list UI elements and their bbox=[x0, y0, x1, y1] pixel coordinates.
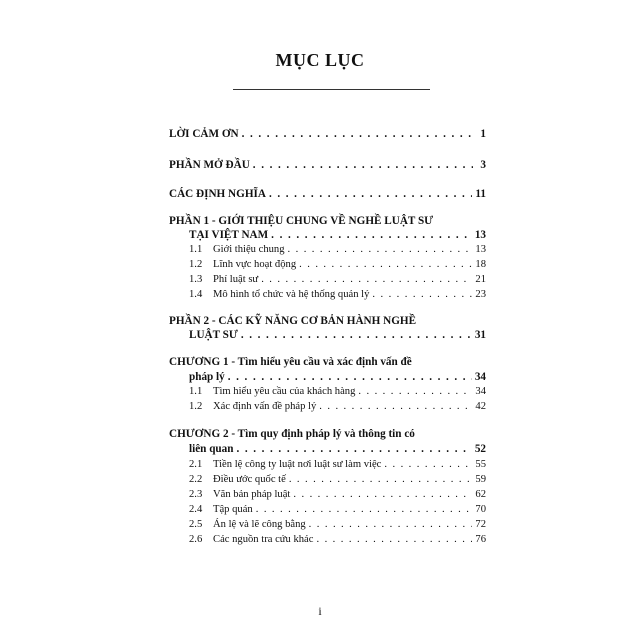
toc-subentry[interactable] bbox=[189, 288, 486, 302]
toc-subentry[interactable] bbox=[189, 400, 486, 414]
toc-section-number: 1.1 bbox=[189, 244, 203, 255]
leader-dots bbox=[316, 533, 472, 547]
toc-subentry[interactable] bbox=[189, 518, 486, 532]
toc-entry-phan-1[interactable] bbox=[189, 228, 486, 242]
leader-dots bbox=[228, 370, 472, 384]
toc-entry-text: Tìm hiểu yêu cầu của khách hàng bbox=[213, 386, 356, 397]
toc-section-number: 2.3 bbox=[189, 489, 203, 500]
toc-page-number: 52 bbox=[474, 443, 486, 455]
toc-page-number: 59 bbox=[475, 474, 486, 485]
toc-page-number: 1 bbox=[480, 128, 486, 140]
toc-entry-text: PHẦN MỞ ĐẦU bbox=[169, 159, 250, 171]
title-divider bbox=[233, 89, 430, 90]
toc-subentry[interactable] bbox=[189, 503, 486, 517]
toc-heading-phan-2: PHẦN 2 - CÁC KỸ NĂNG CƠ BẢN HÀNH NGHỀ bbox=[169, 315, 417, 327]
toc-entry-phan-mo-dau[interactable] bbox=[169, 158, 486, 172]
leader-dots bbox=[271, 228, 472, 242]
toc-subentry[interactable] bbox=[189, 385, 486, 399]
toc-section-number: 2.4 bbox=[189, 504, 203, 515]
leader-dots bbox=[256, 503, 473, 517]
toc-subentry[interactable] bbox=[189, 473, 486, 487]
toc-entry-text: Các nguồn tra cứu khác bbox=[213, 534, 314, 545]
toc-section-number: 1.2 bbox=[189, 259, 203, 270]
leader-dots bbox=[309, 518, 473, 532]
toc-page-number: 18 bbox=[475, 259, 486, 270]
toc-entry-text: CÁC ĐỊNH NGHĨA bbox=[169, 188, 266, 200]
toc-page-number: 31 bbox=[474, 329, 486, 341]
toc-entry-text: Lĩnh vực hoạt động bbox=[213, 259, 297, 270]
toc-page-number: 34 bbox=[475, 386, 486, 397]
toc-section-number: 1.1 bbox=[189, 386, 203, 397]
toc-page-number: 13 bbox=[475, 244, 486, 255]
toc-heading-chuong-2: CHƯƠNG 2 - Tìm quy định pháp lý và thông tin có bbox=[169, 428, 415, 440]
toc-page-number: 13 bbox=[474, 229, 486, 241]
toc-subentry[interactable] bbox=[189, 533, 486, 547]
toc-entry-text: pháp lý bbox=[189, 371, 225, 383]
toc-entry-text: Tập quán bbox=[213, 504, 253, 515]
toc-entry-text: TẠI VIỆT NAM bbox=[189, 229, 269, 241]
toc-section-number: 1.3 bbox=[189, 274, 203, 285]
leader-dots bbox=[261, 273, 472, 287]
leader-dots bbox=[319, 400, 472, 414]
toc-entry-text: Xác định vấn đề pháp lý bbox=[213, 401, 317, 412]
toc-entry-text: Phí luật sư bbox=[213, 274, 259, 285]
toc-page-number: 62 bbox=[475, 489, 486, 500]
toc-page-number: 3 bbox=[480, 159, 486, 171]
toc-subentry[interactable] bbox=[189, 488, 486, 502]
toc-subentry[interactable] bbox=[189, 458, 486, 472]
toc-entry-text: Điều ước quốc tế bbox=[213, 474, 286, 485]
leader-dots bbox=[253, 158, 473, 172]
leader-dots bbox=[288, 243, 473, 257]
leader-dots bbox=[293, 488, 472, 502]
footer-page-number: i bbox=[318, 604, 322, 618]
toc-section-number: 2.5 bbox=[189, 519, 203, 530]
leader-dots bbox=[299, 258, 472, 272]
page-title: MỤC LỤC bbox=[275, 50, 365, 70]
toc-entry-text: liên quan bbox=[189, 443, 234, 455]
toc-entry-dinh-nghia[interactable] bbox=[169, 187, 486, 201]
toc-entry-chuong-2[interactable] bbox=[189, 442, 486, 456]
leader-dots bbox=[269, 187, 472, 201]
toc-entry-phan-2[interactable] bbox=[189, 328, 486, 342]
toc-section-number: 1.4 bbox=[189, 289, 203, 300]
toc-heading-chuong-1: CHƯƠNG 1 - Tìm hiểu yêu cầu và xác định vấn đề bbox=[169, 356, 412, 368]
toc-entry-text: LỜI CẢM ƠN bbox=[169, 128, 239, 140]
leader-dots bbox=[289, 473, 473, 487]
toc-entry-text: Văn bản pháp luật bbox=[213, 489, 291, 500]
toc-entry-text: LUẬT SƯ bbox=[189, 329, 238, 341]
toc-section-number: 2.1 bbox=[189, 459, 203, 470]
toc-page-number: 55 bbox=[475, 459, 486, 470]
leader-dots bbox=[236, 442, 471, 456]
toc-page-number: 70 bbox=[475, 504, 486, 515]
toc-heading-phan-1: PHẦN 1 - GIỚI THIỆU CHUNG VỀ NGHỀ LUẬT SƯ bbox=[169, 215, 434, 227]
toc-entry-chuong-1[interactable] bbox=[189, 370, 486, 384]
toc-page-number: 72 bbox=[475, 519, 486, 530]
toc-page-number: 21 bbox=[475, 274, 486, 285]
toc-section-number: 2.2 bbox=[189, 474, 203, 485]
toc-entry-text: Giới thiệu chung bbox=[213, 244, 285, 255]
toc-page-number: 76 bbox=[475, 534, 486, 545]
leader-dots bbox=[384, 458, 472, 472]
leader-dots bbox=[372, 288, 472, 302]
toc-entry-loi-cam-on[interactable] bbox=[169, 127, 486, 141]
toc-page-number: 42 bbox=[475, 401, 486, 412]
toc-section-number: 2.6 bbox=[189, 534, 203, 545]
toc-subentry[interactable] bbox=[189, 258, 486, 272]
toc-page-number: 34 bbox=[474, 371, 486, 383]
toc-page-number: 11 bbox=[475, 188, 486, 200]
leader-dots bbox=[358, 385, 472, 399]
toc-subentry[interactable] bbox=[189, 243, 486, 257]
leader-dots bbox=[241, 328, 472, 342]
toc-subentry[interactable] bbox=[189, 273, 486, 287]
toc-entry-text: Án lệ và lẽ công bằng bbox=[213, 519, 306, 530]
toc-section-number: 1.2 bbox=[189, 401, 203, 412]
toc-entry-text: Mô hình tổ chức và hệ thống quản lý bbox=[213, 289, 370, 300]
leader-dots bbox=[242, 127, 473, 141]
toc-entry-text: Tiền lệ công ty luật nơi luật sư làm việc bbox=[213, 459, 382, 470]
toc-page-number: 23 bbox=[475, 289, 486, 300]
